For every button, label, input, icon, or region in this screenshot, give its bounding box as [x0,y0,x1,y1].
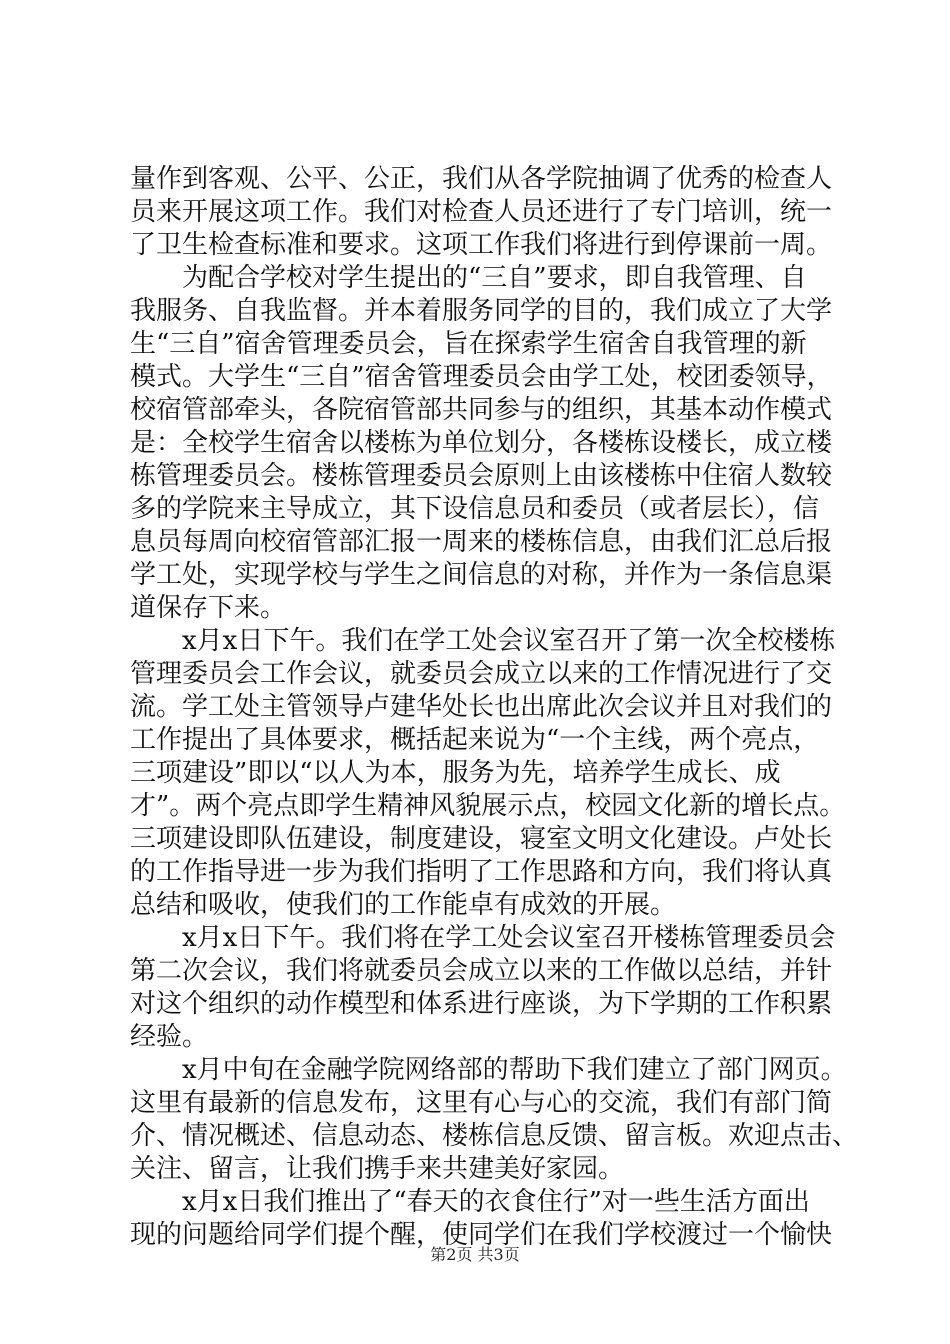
text-line: 现的问题给同学们提个醒，使同学们在我们学校渡过一个愉快 [130,1220,833,1250]
text-line: 了卫生检查标准和要求。这项工作我们将进行到停课前一周。 [130,230,833,260]
text-line: 才”。两个亮点即学生精神风貌展示点，校园文化新的增长点。 [130,791,846,821]
text-line: x月中旬在金融学院网络部的帮助下我们建立了部门网页。 [130,1055,847,1085]
text-line: 三项建设”即以“以人为本，服务为先，培养学生成长、成 [130,758,781,788]
text-line: 这里有最新的信息发布，这里有心与心的交流，我们有部门简 [130,1088,833,1118]
text-line: 我服务、自我监督。并本着服务同学的目的，我们成立了大学 [130,296,833,326]
text-line: 对这个组织的动作模型和体系进行座谈，为下学期的工作积累 [130,989,833,1019]
text-line: 工作提出了具体要求，概括起来说为“一个主线，两个亮点， [130,725,820,755]
text-line: 三项建设即队伍建设，制度建设，寝室文明文化建设。卢处长 [130,824,833,854]
text-line: 模式。大学生“三自”宿舍管理委员会由学工处，校团委领导， [130,362,833,392]
text-line: 第二次会议，我们将就委员会成立以来的工作做以总结，并针 [130,956,833,986]
text-line: 量作到客观、公平、公正，我们从各学院抽调了优秀的检查人 [130,164,833,194]
text-line: 生“三自”宿舍管理委员会，旨在探索学生宿舍自我管理的新 [130,329,807,359]
text-line: 管理委员会工作会议，就委员会成立以来的工作情况进行了交 [130,659,833,689]
text-line: x月x日下午。我们将在学工处会议室召开楼栋管理委员会 [130,923,836,953]
text-line: 息员每周向校宿管部汇报一周来的楼栋信息，由我们汇总后报 [130,527,833,557]
text-line: 栋管理委员会。楼栋管理委员会原则上由该楼栋中住宿人数较 [130,461,833,491]
text-line: x月x日我们推出了“春天的衣食住行”对一些生活方面出 [130,1187,810,1217]
document-body [130,163,859,1252]
text-line: 关注、留言，让我们携手来共建美好家园。 [130,1154,625,1184]
text-line: 总结和吸收，使我们的工作能卓有成效的开展。 [130,890,677,920]
text-line: 学工处，实现学校与学生之间信息的对称，并作为一条信息渠 [130,560,833,590]
text-line: 经验。 [130,1022,209,1052]
text-line: 多的学院来主导成立，其下设信息员和委员（或者层长），信 [130,494,820,524]
text-line: 介、情况概述、信息动态、楼栋信息反馈、留言板。欢迎点击、 [130,1121,859,1151]
text-line: 为配合学校对学生提出的“三自”要求，即自我管理、自 [130,263,807,293]
text-line: 是：全校学生宿舍以楼栋为单位划分，各楼栋设楼长，成立楼 [130,428,833,458]
text-line: 校宿管部牵头，各院宿管部共同参与的组织，其基本动作模式 [130,395,833,425]
page-number-footer: 第2页 共3页 [430,1245,520,1264]
text-line: 道保存下来。 [130,593,287,623]
text-line: 员来开展这项工作。我们对检查人员还进行了专门培训，统一 [130,197,833,227]
text-line: x月x日下午。我们在学工处会议室召开了第一次全校楼栋 [130,626,836,656]
text-line: 的工作指导进一步为我们指明了工作思路和方向，我们将认真 [130,857,833,887]
text-line: 流。学工处主管领导卢建华处长也出席此次会议并且对我们的 [130,692,833,722]
